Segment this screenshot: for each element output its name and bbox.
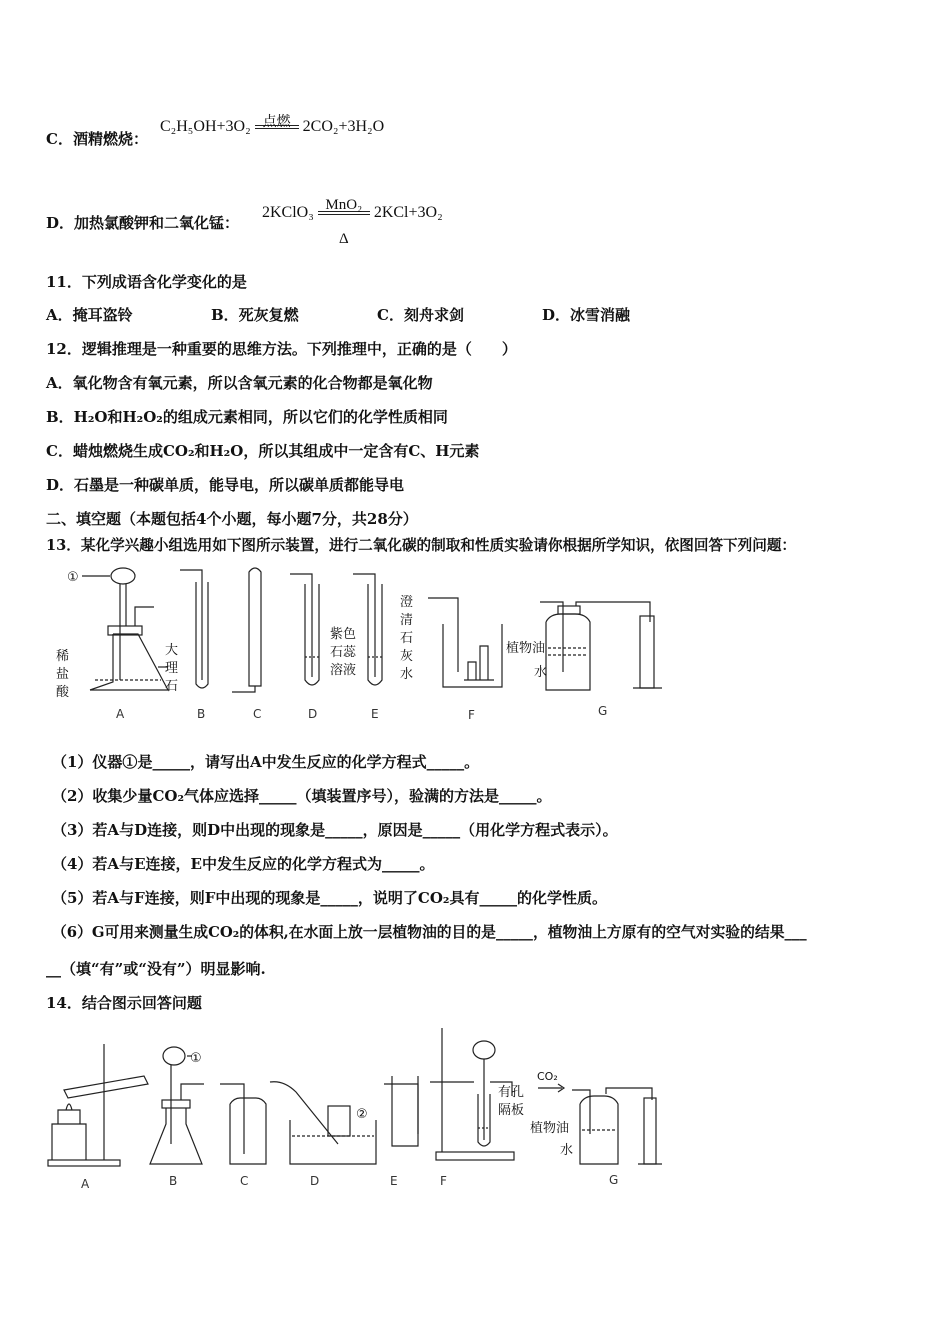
q10-d-equation <box>262 197 443 247</box>
g-bottle <box>546 614 590 690</box>
f-funnel-bulb <box>473 1041 495 1059</box>
q14-oil-label: 植物油 <box>530 1121 570 1136</box>
lime-char-3: 石 <box>400 631 414 646</box>
a-flask-outline <box>90 634 168 690</box>
g-cylinder <box>640 616 654 688</box>
q13-water-label: 水 <box>534 665 548 680</box>
q13-part-5: （5）若A与F连接，则F中出现的现象是_____，说明了CO₂具有_____的化学性质。 <box>52 889 607 907</box>
acid-char-2: 盐 <box>56 667 70 682</box>
q13-letter-d: D <box>308 707 318 721</box>
g-inlet-tube <box>540 602 563 672</box>
q14-water-label: 水 <box>560 1143 574 1158</box>
q13-part-1: （1）仪器①是_____，请写出A中发生反应的化学方程式_____。 <box>52 753 480 771</box>
q14-co2-label: CO₂ <box>537 1070 558 1083</box>
g-cylinder <box>644 1098 656 1164</box>
q13-letter-b: B <box>197 707 206 721</box>
marble-char-2: 理 <box>165 661 179 676</box>
q14-letter-a: A <box>81 1177 90 1191</box>
a-test-tube <box>64 1076 148 1098</box>
q11-option-b: B．死灰复燃 <box>211 306 299 324</box>
d-delivery-tube <box>290 574 312 677</box>
c-delivery-tube <box>220 1084 244 1154</box>
marble-char-1: 大 <box>165 643 179 658</box>
q14-holed-line-1: 有孔 <box>498 1085 525 1100</box>
e-delivery-tube <box>384 1084 418 1134</box>
q14-letter-g: G <box>609 1173 619 1187</box>
c-delivery-tube <box>232 686 255 692</box>
q10-d-catalyst: MnO₂ <box>325 197 363 213</box>
q13-oil-label: 植物油 <box>506 641 546 656</box>
f-candles-stand <box>464 646 494 680</box>
q13-stem: 13．某化学兴趣小组选用如下图所示装置，进行二氧化碳的制取和性质实验请你根据所学知识，依图回答下列问题： <box>46 537 797 554</box>
a-lamp <box>58 1104 80 1124</box>
e-bottle <box>392 1076 418 1146</box>
q13-part-6a: （6）G可用来测量生成CO₂的体积,在水面上放一层植物油的目的是_____，植物油上方原有的空气对实验的结果___ <box>52 924 807 941</box>
q13-letter-g: G <box>598 704 608 718</box>
q14-letter-c: C <box>240 1174 249 1188</box>
q14-letter-d: D <box>310 1174 320 1188</box>
b-delivery-tube <box>180 570 202 680</box>
acid-char-1: 稀 <box>56 649 70 664</box>
q12-option-d: D．石墨是一种碳单质，能导电，所以碳单质都能导电 <box>46 476 405 494</box>
q10-c-reactants: C₂H₅OH+3O₂ <box>160 118 251 135</box>
q13-letter-f: F <box>468 708 475 722</box>
q11-option-d: D．冰雪消融 <box>542 306 631 324</box>
f-base <box>436 1152 514 1160</box>
q10-option-c <box>46 128 148 149</box>
a-flask-left-outline <box>90 634 113 690</box>
q12-option-c: C．蜡烛燃烧生成CO₂和H₂O，所以其组成中一定含有C、H元素 <box>46 442 480 460</box>
a-base <box>48 1160 120 1166</box>
q11-options <box>46 304 630 325</box>
a-block <box>52 1124 86 1160</box>
q14-apparatus-figure <box>44 1024 674 1194</box>
lime-char-2: 清 <box>400 613 414 628</box>
section-title: 二、填空题（本题包括4个小题，每小题7分，共28分） <box>46 510 418 528</box>
d-collection-bottle <box>328 1106 350 1136</box>
a-funnel-bulb <box>111 568 135 584</box>
q10-c-label: C．酒精燃烧： <box>46 130 148 148</box>
lime-char-4: 灰 <box>400 649 414 664</box>
q10-c-condition: 点燃 <box>262 114 291 130</box>
q13-part-2: （2）收集少量CO₂气体应选择_____（填装置序号），验满的方法是_____。 <box>52 787 552 805</box>
b-delivery-tube <box>181 1084 204 1100</box>
q13-part-4: （4）若A与E连接，E中发生反应的化学方程式为_____。 <box>52 855 435 873</box>
q14-letter-b: B <box>169 1174 178 1188</box>
d-trough <box>290 1120 376 1164</box>
acid-char-3: 酸 <box>56 685 70 700</box>
q14-stem: 14．结合图示回答问题 <box>46 994 202 1012</box>
q12-option-b: B．H₂O和H₂O₂的组成元素相同，所以它们的化学性质相同 <box>46 408 448 426</box>
q14-label-2: ② <box>356 1107 368 1122</box>
q11-option-c: C．刻舟求剑 <box>377 306 464 324</box>
q10-d-products: 2KCl+3O₂ <box>373 204 443 221</box>
q13-letter-a: A <box>116 707 125 721</box>
q10-d-heat: Δ <box>338 231 349 247</box>
lime-char-5: 水 <box>400 667 414 682</box>
q10-d-reactants: 2KClO₃ <box>262 204 314 221</box>
q13-part-3: （3）若A与D连接，则D中出现的现象是_____，原因是_____（用化学方程式表示）。 <box>52 821 618 839</box>
q13-apparatus-figure <box>50 562 670 727</box>
litmus-line-1: 紫色 <box>330 627 357 642</box>
q13-letter-c: C <box>253 707 262 721</box>
b-stopper <box>162 1100 190 1108</box>
g-outlet-tube <box>576 602 650 622</box>
e-delivery-tube <box>353 574 375 677</box>
q10-d-label: D．加热氯酸钾和二氧化锰： <box>46 214 240 232</box>
q12-stem: 12．逻辑推理是一种重要的思维方法。下列推理中，正确的是（ ） <box>46 340 517 358</box>
litmus-line-3: 溶液 <box>330 663 357 678</box>
q10-c-products: 2CO₂+3H₂O <box>302 118 385 135</box>
q11-option-a: A．掩耳盗铃 <box>46 306 133 324</box>
g-stopper <box>558 606 580 614</box>
marble-char-3: 石 <box>165 679 179 694</box>
q14-holed-line-2: 隔板 <box>498 1103 525 1118</box>
c-bottle <box>230 1098 266 1164</box>
q14-letter-e: E <box>390 1174 398 1188</box>
f-beaker <box>443 624 502 687</box>
q11-stem: 11．下列成语含化学变化的是 <box>46 273 247 291</box>
c-tube <box>249 568 261 686</box>
q12-option-a: A．氧化物含有氧元素，所以含氧元素的化合物都是氧化物 <box>46 374 433 392</box>
q13-label-1: ① <box>67 570 79 585</box>
q10-c-equation <box>160 114 385 136</box>
litmus-line-2: 石蕊 <box>330 645 357 660</box>
a-delivery-tube <box>135 607 154 626</box>
q10-option-d <box>46 212 239 233</box>
q13-letter-e: E <box>371 707 379 721</box>
q14-label-1: ① <box>190 1051 202 1066</box>
q13-part-6b: __（填“有”或“没有”）明显影响. <box>46 960 266 978</box>
q14-letter-f: F <box>440 1174 447 1188</box>
lime-char-1: 澄 <box>400 595 414 610</box>
b-funnel-bulb <box>163 1047 185 1065</box>
b-flask <box>150 1108 202 1164</box>
